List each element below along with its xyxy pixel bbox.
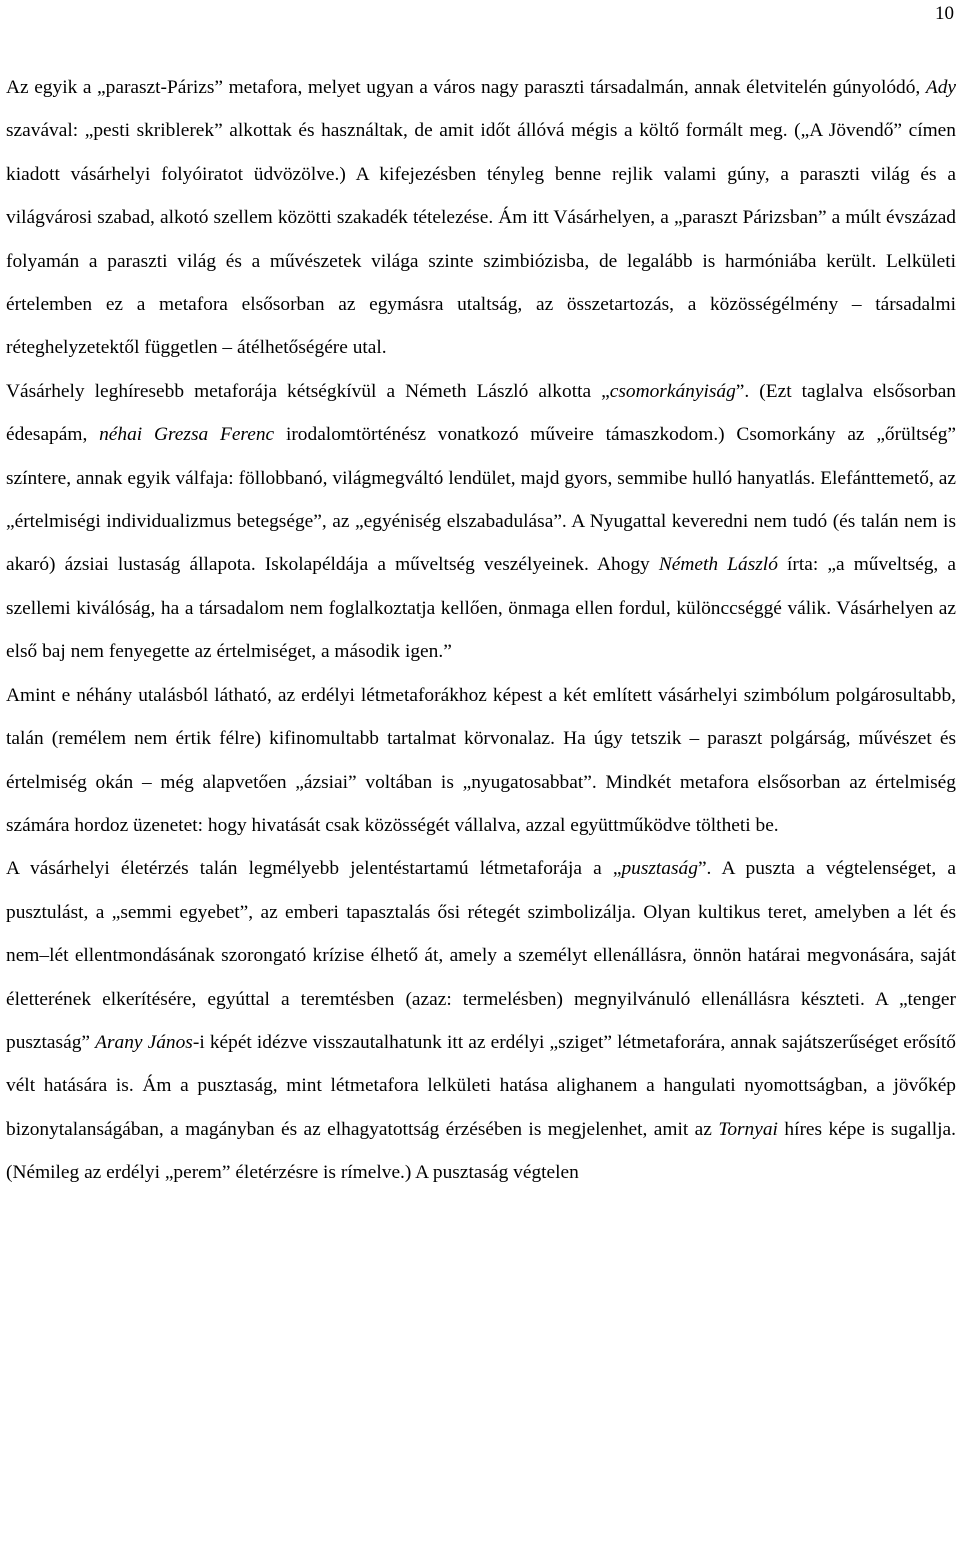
text-run: ”. (Ezt taglalva elsősorban édesapám, <box>6 380 956 446</box>
italic-text: Ady <box>925 77 956 98</box>
paragraph <box>6 847 956 1194</box>
text-run: ”. A puszta a végtelenséget, a pusztulást, a „semmi egyebet”, az emberi tapasztalás ősi rétegét szimbolizálja. Olyan kultikus teret, amelyben a lét és nem–lét ellentmondásának szorongató krízise élhető át, amely a személyt ellenállásra, önnön határai megvonására, saját életterének elkerítésére, egyúttal a teremtésben (azaz: termelésben) megnyilvánuló ellenállásra készteti. A „tenger pusztaság” <box>6 858 956 1053</box>
italic-text: néhai Grezsa Ferenc <box>99 424 275 446</box>
text-run: irodalomtörténész vonatkozó műveire támaszkodom.) Csomorkány az „őrültség” színtere, annak egyik válfaja: föllobbanó, világmegváltó lendület, majd gyors, semmibe hulló hanyatlás. Elefánttemető, az „értelmiségi individualizmus betegsége”, az „egyéniség elszabadulása”. A Nyugattal keveredni nem tudó (és talán nem is akaró) ázsiai lustaság állapota. Iskolapéldája a műveltség veszélyeinek. Ahogy <box>6 424 957 576</box>
text-run: Amint e néhány utalásból látható, az erdélyi létmetaforákhoz képest a két említett vásárhelyi szimbólum polgárosultabb, talán (remélem nem értik félre) kifinomultabb tartalmat körvonalaz. Ha úgy tetszik – paraszt polgárság, művészet és értelmiség okán – még alapvetően „ázsiai” voltában is „nyugatosabbat”. Mindkét metafora elsősorban az értelmiség számára hordoz üzenetet: hogy hivatását csak közösségét vállalva, azzal együttműködve töltheti be. <box>6 684 956 836</box>
text-run: -i képét idézve visszautalhatunk itt az erdélyi „sziget” létmetaforára, annak sajátszerűséget erősítő vélt hatására is. Ám a pusztaság, mint létmetafora lelkületi hatása alighanem a hangulati nyomottságban, a jövőkép bizonytalanságában, a magányban és az elhagyatottság érzésében is megjelenhet, amit az <box>6 1031 956 1140</box>
italic-text: Németh László <box>658 554 778 576</box>
text-run: Vásárhely leghíresebb metaforája kétségkívül a Németh László alkotta „ <box>6 380 610 402</box>
italic-text: csomorkányiság <box>609 380 736 402</box>
text-run: írta: „a műveltség, a szellemi kiválóság, ha a társadalom nem foglalkoztatja kellően, önmaga ellen fordul, különccséggé válik. Vásárhelyen az első baj nem fenyegette az értelmiséget, a második igen.” <box>6 554 956 663</box>
text-run: A vásárhelyi életérzés talán legmélyebb jelentéstartamú létmetaforája a „ <box>6 858 622 880</box>
text-run: Az egyik a „paraszt-Párizs” metafora, melyet ugyan a város nagy paraszti társadalmán, annak életvitelén gúnyolódó, <box>6 77 926 98</box>
paragraph <box>6 674 956 848</box>
text-run: szavával: „pesti skriblerek” alkottak és használtak, de amit időt állóvá mégis a költő formált meg. („A Jövendő” címen kiadott vásárhelyi folyóiratot üdvözölve.) A kifejezésben tényleg benne rejlik valami gúny, a paraszti világ és a világvárosi szabad, alkotó szellem közötti szakadék tételezése. Ám itt Vásárhelyen, a „paraszt Párizsban” a múlt évszázad folyamán a paraszti világ és a művészetek világa szinte szimbiózisba, de legalább is harmóniába került. Lelkületi értelemben ez a metafora elsősorban az egymásra utaltság, az összetartozás, a közösségélmény – társadalmi réteghelyzetektől független – átélhetőségére utal. <box>6 120 956 359</box>
paragraph <box>6 66 956 370</box>
italic-text: pusztaság <box>621 858 698 880</box>
paragraph <box>6 370 956 674</box>
italic-text: Arany János <box>95 1031 193 1053</box>
document-body <box>6 66 956 1195</box>
page-number: 10 <box>935 3 954 24</box>
italic-text: Tornyai <box>718 1118 778 1140</box>
text-run: híres képe is sugallja. (Némileg az erdélyi „perem” életérzésre is rímelve.) A pusztaság végtelen <box>6 1118 956 1184</box>
